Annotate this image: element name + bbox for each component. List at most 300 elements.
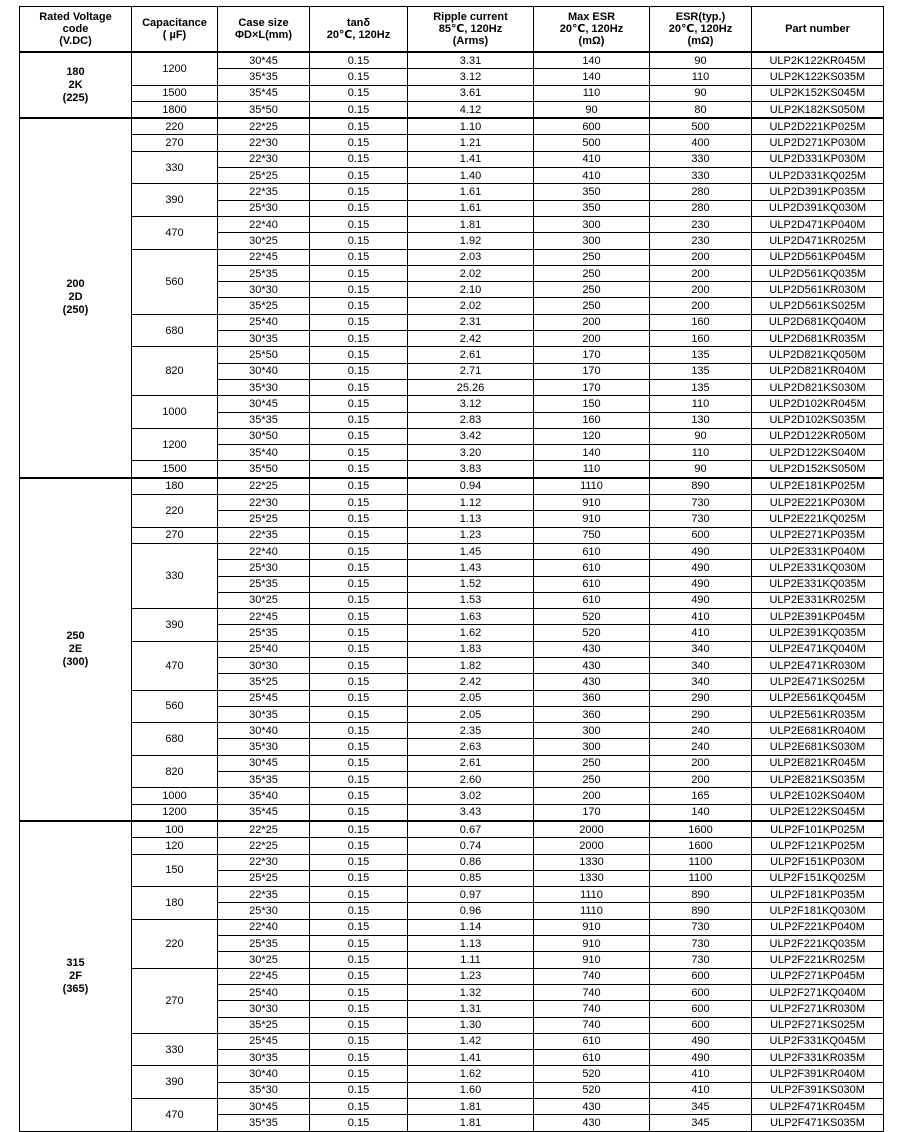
cell-esr-typ: 110 [650,69,752,85]
cell-max-esr: 110 [534,461,650,478]
cell-esr-typ: 200 [650,265,752,281]
cell-max-esr: 910 [534,495,650,511]
cell-ripple-current: 1.13 [408,936,534,952]
cell-part-number: ULP2E391KQ035M [752,625,884,641]
cell-esr-typ: 600 [650,1001,752,1017]
cell-esr-typ: 730 [650,495,752,511]
cell-ripple-current: 0.85 [408,870,534,886]
cell-tan-delta: 0.15 [310,1001,408,1017]
table-row [20,184,884,200]
cell-tan-delta: 0.15 [310,168,408,184]
cell-tan-delta: 0.15 [310,52,408,69]
table-row [20,85,884,101]
cell-esr-typ: 1600 [650,838,752,854]
cell-case-size: 35*30 [218,379,310,395]
cell-ripple-current: 1.52 [408,576,534,592]
cell-esr-typ: 280 [650,184,752,200]
cell-part-number: ULP2E681KR040M [752,723,884,739]
cell-max-esr: 1110 [534,478,650,495]
cell-part-number: ULP2D821KQ050M [752,347,884,363]
cell-tan-delta: 0.15 [310,1033,408,1049]
table-row [20,1033,884,1049]
header-line: Max ESR [567,11,616,23]
cell-esr-typ: 600 [650,984,752,1000]
cell-tan-delta: 0.15 [310,706,408,722]
cell-part-number: ULP2F391KR040M [752,1066,884,1082]
header-line: code [62,23,89,35]
cell-max-esr: 610 [534,1033,650,1049]
table-row [20,478,884,495]
cell-part-number: ULP2F221KQ035M [752,936,884,952]
cell-tan-delta: 0.15 [310,838,408,854]
cell-esr-typ: 730 [650,511,752,527]
cell-case-size: 22*40 [218,919,310,935]
cell-tan-delta: 0.15 [310,641,408,657]
cell-ripple-current: 3.61 [408,85,534,101]
cell-tan-delta: 0.15 [310,282,408,298]
cell-tan-delta: 0.15 [310,576,408,592]
cell-tan-delta: 0.15 [310,379,408,395]
cell-esr-typ: 600 [650,527,752,543]
cell-case-size: 22*45 [218,968,310,984]
header-line: Case size [238,17,289,29]
cell-tan-delta: 0.15 [310,216,408,232]
cell-part-number: ULP2E821KS035M [752,772,884,788]
cell-case-size: 35*45 [218,804,310,821]
cell-max-esr: 610 [534,592,650,608]
cell-tan-delta: 0.15 [310,249,408,265]
cell-case-size: 30*35 [218,1050,310,1066]
cell-ripple-current: 2.61 [408,347,534,363]
cell-max-esr: 250 [534,249,650,265]
cell-case-size: 30*30 [218,657,310,673]
cell-part-number: ULP2D471KR025M [752,233,884,249]
cell-case-size: 35*35 [218,69,310,85]
cell-max-esr: 410 [534,151,650,167]
cell-ripple-current: 2.35 [408,723,534,739]
cell-max-esr: 520 [534,609,650,625]
cell-part-number: ULP2D271KP030M [752,135,884,151]
cell-ripple-current: 2.10 [408,282,534,298]
cell-tan-delta: 0.15 [310,772,408,788]
cell-max-esr: 90 [534,101,650,118]
table-row [20,527,884,543]
table-row [20,495,884,511]
cell-tan-delta: 0.15 [310,543,408,559]
cell-ripple-current: 1.62 [408,625,534,641]
cell-esr-typ: 730 [650,936,752,952]
cell-max-esr: 170 [534,347,650,363]
cell-case-size: 22*30 [218,495,310,511]
cell-max-esr: 120 [534,428,650,444]
voltage-line: 180 [66,65,85,78]
cell-esr-typ: 135 [650,347,752,363]
cell-ripple-current: 2.02 [408,298,534,314]
header-line: Rated Voltage [39,11,112,23]
cell-capacitance: 560 [132,690,218,723]
cell-tan-delta: 0.15 [310,495,408,511]
cell-tan-delta: 0.15 [310,1082,408,1098]
cell-ripple-current: 1.10 [408,118,534,135]
cell-esr-typ: 730 [650,952,752,968]
cell-max-esr: 250 [534,282,650,298]
cell-ripple-current: 2.31 [408,314,534,330]
cell-part-number: ULP2D221KP025M [752,118,884,135]
cell-capacitance: 270 [132,968,218,1033]
cell-max-esr: 250 [534,755,650,771]
cell-ripple-current: 1.11 [408,952,534,968]
cell-case-size: 22*25 [218,821,310,838]
cell-capacitance: 150 [132,854,218,887]
header-line: (Arms) [452,35,489,47]
cell-max-esr: 350 [534,184,650,200]
cell-max-esr: 160 [534,412,650,428]
cell-ripple-current: 2.61 [408,755,534,771]
cell-capacitance: 820 [132,347,218,396]
cell-case-size: 25*35 [218,576,310,592]
cell-tan-delta: 0.15 [310,265,408,281]
cell-ripple-current: 3.02 [408,788,534,804]
cell-capacitance: 1200 [132,804,218,821]
cell-part-number: ULP2E122KS045M [752,804,884,821]
cell-capacitance: 1200 [132,52,218,85]
table-row [20,52,884,69]
cell-part-number: ULP2D391KQ030M [752,200,884,216]
cell-esr-typ: 1100 [650,854,752,870]
cell-esr-typ: 490 [650,1050,752,1066]
cell-case-size: 22*40 [218,216,310,232]
cell-max-esr: 300 [534,233,650,249]
cell-max-esr: 500 [534,135,650,151]
cell-esr-typ: 345 [650,1099,752,1115]
cell-part-number: ULP2E221KQ025M [752,511,884,527]
cell-part-number: ULP2D561KR030M [752,282,884,298]
cell-ripple-current: 1.42 [408,1033,534,1049]
cell-max-esr: 200 [534,788,650,804]
cell-ripple-current: 2.63 [408,739,534,755]
cell-tan-delta: 0.15 [310,821,408,838]
cell-part-number: ULP2E471KR030M [752,657,884,673]
cell-esr-typ: 90 [650,85,752,101]
cell-rated-voltage [20,478,132,821]
cell-esr-typ: 200 [650,772,752,788]
header-ripple-current [408,7,534,53]
cell-tan-delta: 0.15 [310,1050,408,1066]
cell-ripple-current: 1.61 [408,200,534,216]
cell-part-number: ULP2D152KS050M [752,461,884,478]
table-row [20,216,884,232]
cell-tan-delta: 0.15 [310,527,408,543]
cell-part-number: ULP2D821KR040M [752,363,884,379]
table-row [20,314,884,330]
cell-capacitance: 220 [132,118,218,135]
table-row [20,968,884,984]
cell-max-esr: 200 [534,314,650,330]
cell-esr-typ: 340 [650,674,752,690]
table-row [20,854,884,870]
cell-ripple-current: 0.74 [408,838,534,854]
cell-case-size: 22*25 [218,118,310,135]
cell-case-size: 35*30 [218,1082,310,1098]
cell-part-number: ULP2E331KQ035M [752,576,884,592]
header-line: 20℃, 120Hz [559,23,624,35]
cell-esr-typ: 240 [650,739,752,755]
cell-case-size: 30*45 [218,52,310,69]
cell-capacitance: 1500 [132,85,218,101]
cell-ripple-current: 1.23 [408,527,534,543]
cell-case-size: 35*40 [218,445,310,461]
cell-tan-delta: 0.15 [310,200,408,216]
capacitor-spec-table [19,6,884,1132]
cell-part-number: ULP2D471KP040M [752,216,884,232]
cell-case-size: 35*35 [218,772,310,788]
cell-max-esr: 1110 [534,903,650,919]
cell-capacitance: 100 [132,821,218,838]
cell-tan-delta: 0.15 [310,314,408,330]
cell-case-size: 25*25 [218,168,310,184]
cell-esr-typ: 90 [650,461,752,478]
cell-tan-delta: 0.15 [310,69,408,85]
voltage-line: 2E [68,642,83,655]
cell-capacitance: 120 [132,838,218,854]
cell-ripple-current: 3.12 [408,69,534,85]
header-line: 20℃, 120Hz [668,23,733,35]
cell-esr-typ: 490 [650,576,752,592]
cell-case-size: 30*45 [218,1099,310,1115]
cell-ripple-current: 1.45 [408,543,534,559]
cell-tan-delta: 0.15 [310,560,408,576]
cell-rated-voltage [20,821,132,1131]
header-rated-voltage [20,7,132,53]
cell-tan-delta: 0.15 [310,674,408,690]
cell-part-number: ULP2F181KP035M [752,887,884,903]
cell-esr-typ: 290 [650,690,752,706]
header-line: 85℃, 120Hz [438,23,503,35]
cell-esr-typ: 135 [650,363,752,379]
header-esr-typ [650,7,752,53]
cell-case-size: 30*35 [218,706,310,722]
cell-esr-typ: 80 [650,101,752,118]
cell-case-size: 22*25 [218,478,310,495]
cell-max-esr: 430 [534,641,650,657]
cell-ripple-current: 1.53 [408,592,534,608]
cell-max-esr: 1330 [534,870,650,886]
cell-ripple-current: 4.12 [408,101,534,118]
table-row [20,641,884,657]
table-row [20,396,884,412]
cell-esr-typ: 330 [650,151,752,167]
cell-max-esr: 150 [534,396,650,412]
cell-ripple-current: 1.23 [408,968,534,984]
cell-part-number: ULP2F101KP025M [752,821,884,838]
table-row [20,919,884,935]
cell-case-size: 22*40 [218,543,310,559]
cell-part-number: ULP2E471KQ040M [752,641,884,657]
cell-capacitance: 680 [132,723,218,756]
table-row [20,723,884,739]
cell-capacitance: 680 [132,314,218,347]
cell-max-esr: 170 [534,363,650,379]
cell-esr-typ: 110 [650,445,752,461]
cell-max-esr: 360 [534,690,650,706]
cell-part-number: ULP2D331KQ025M [752,168,884,184]
cell-tan-delta: 0.15 [310,445,408,461]
voltage-line: 250 [66,629,85,642]
cell-ripple-current: 2.60 [408,772,534,788]
cell-esr-typ: 400 [650,135,752,151]
cell-part-number: ULP2K182KS050M [752,101,884,118]
cell-tan-delta: 0.15 [310,151,408,167]
cell-part-number: ULP2D821KS030M [752,379,884,395]
cell-case-size: 22*45 [218,249,310,265]
cell-case-size: 25*45 [218,1033,310,1049]
cell-tan-delta: 0.15 [310,1115,408,1131]
cell-ripple-current: 1.62 [408,1066,534,1082]
cell-max-esr: 910 [534,511,650,527]
cell-capacitance: 330 [132,151,218,184]
cell-max-esr: 430 [534,1115,650,1131]
cell-max-esr: 300 [534,739,650,755]
cell-esr-typ: 165 [650,788,752,804]
cell-part-number: ULP2E561KQ045M [752,690,884,706]
cell-ripple-current: 1.13 [408,511,534,527]
cell-part-number: ULP2F271KQ040M [752,984,884,1000]
cell-esr-typ: 200 [650,755,752,771]
cell-max-esr: 1110 [534,887,650,903]
cell-case-size: 25*30 [218,903,310,919]
cell-case-size: 35*25 [218,674,310,690]
table-row [20,347,884,363]
cell-case-size: 35*25 [218,1017,310,1033]
cell-ripple-current: 3.42 [408,428,534,444]
cell-part-number: ULP2D561KP045M [752,249,884,265]
cell-ripple-current: 2.05 [408,690,534,706]
table-row [20,135,884,151]
table-row [20,887,884,903]
cell-rated-voltage [20,52,132,118]
table-row [20,543,884,559]
table-row [20,821,884,838]
cell-esr-typ: 730 [650,919,752,935]
cell-esr-typ: 200 [650,249,752,265]
cell-case-size: 30*40 [218,723,310,739]
voltage-line: (225) [62,91,89,104]
header-line: (mΩ) [578,35,605,47]
cell-part-number: ULP2E391KP045M [752,609,884,625]
cell-esr-typ: 600 [650,968,752,984]
cell-case-size: 30*50 [218,428,310,444]
cell-esr-typ: 200 [650,282,752,298]
cell-esr-typ: 240 [650,723,752,739]
cell-part-number: ULP2F221KR025M [752,952,884,968]
cell-esr-typ: 345 [650,1115,752,1131]
voltage-line: 2F [69,969,82,982]
cell-tan-delta: 0.15 [310,118,408,135]
cell-part-number: ULP2F331KR035M [752,1050,884,1066]
cell-max-esr: 300 [534,216,650,232]
cell-part-number: ULP2D681KR035M [752,331,884,347]
voltage-line: 200 [66,278,85,291]
cell-case-size: 35*35 [218,412,310,428]
cell-esr-typ: 90 [650,52,752,69]
cell-case-size: 22*30 [218,151,310,167]
cell-ripple-current: 1.92 [408,233,534,249]
cell-tan-delta: 0.15 [310,135,408,151]
cell-ripple-current: 1.81 [408,1115,534,1131]
cell-esr-typ: 490 [650,560,752,576]
cell-part-number: ULP2E102KS040M [752,788,884,804]
cell-esr-typ: 135 [650,379,752,395]
cell-ripple-current: 1.83 [408,641,534,657]
cell-ripple-current: 2.05 [408,706,534,722]
cell-part-number: ULP2D681KQ040M [752,314,884,330]
cell-tan-delta: 0.15 [310,739,408,755]
cell-case-size: 25*50 [218,347,310,363]
cell-capacitance: 470 [132,1099,218,1132]
cell-part-number: ULP2F331KQ045M [752,1033,884,1049]
cell-capacitance: 390 [132,1066,218,1099]
cell-max-esr: 740 [534,1017,650,1033]
cell-esr-typ: 160 [650,314,752,330]
cell-tan-delta: 0.15 [310,609,408,625]
cell-part-number: ULP2F271KP045M [752,968,884,984]
spec-table-container [19,6,884,1132]
cell-case-size: 25*40 [218,984,310,1000]
cell-case-size: 22*45 [218,609,310,625]
cell-esr-typ: 890 [650,478,752,495]
cell-max-esr: 600 [534,118,650,135]
cell-esr-typ: 1100 [650,870,752,886]
cell-max-esr: 910 [534,952,650,968]
cell-part-number: ULP2E331KP040M [752,543,884,559]
cell-case-size: 25*30 [218,200,310,216]
cell-esr-typ: 490 [650,1033,752,1049]
table-row [20,1066,884,1082]
voltage-line: 2K [68,78,83,91]
cell-tan-delta: 0.15 [310,592,408,608]
cell-ripple-current: 0.96 [408,903,534,919]
voltage-line: 315 [66,956,85,969]
cell-ripple-current: 1.81 [408,1099,534,1115]
cell-ripple-current: 2.03 [408,249,534,265]
cell-max-esr: 740 [534,984,650,1000]
cell-tan-delta: 0.15 [310,788,408,804]
cell-tan-delta: 0.15 [310,233,408,249]
cell-esr-typ: 160 [650,331,752,347]
cell-max-esr: 140 [534,69,650,85]
header-line: Capacitance [142,17,207,29]
cell-case-size: 30*25 [218,233,310,249]
table-row [20,1099,884,1115]
cell-ripple-current: 1.61 [408,184,534,200]
table-row [20,609,884,625]
table-row [20,118,884,135]
cell-max-esr: 610 [534,576,650,592]
cell-max-esr: 750 [534,527,650,543]
table-row [20,838,884,854]
cell-ripple-current: 3.43 [408,804,534,821]
cell-part-number: ULP2F151KQ025M [752,870,884,886]
cell-esr-typ: 600 [650,1017,752,1033]
cell-capacitance: 270 [132,527,218,543]
cell-capacitance: 220 [132,919,218,968]
cell-case-size: 22*30 [218,854,310,870]
cell-esr-typ: 500 [650,118,752,135]
cell-tan-delta: 0.15 [310,1066,408,1082]
header-tan-delta [310,7,408,53]
header-line: (V.DC) [59,35,92,47]
cell-ripple-current: 1.12 [408,495,534,511]
